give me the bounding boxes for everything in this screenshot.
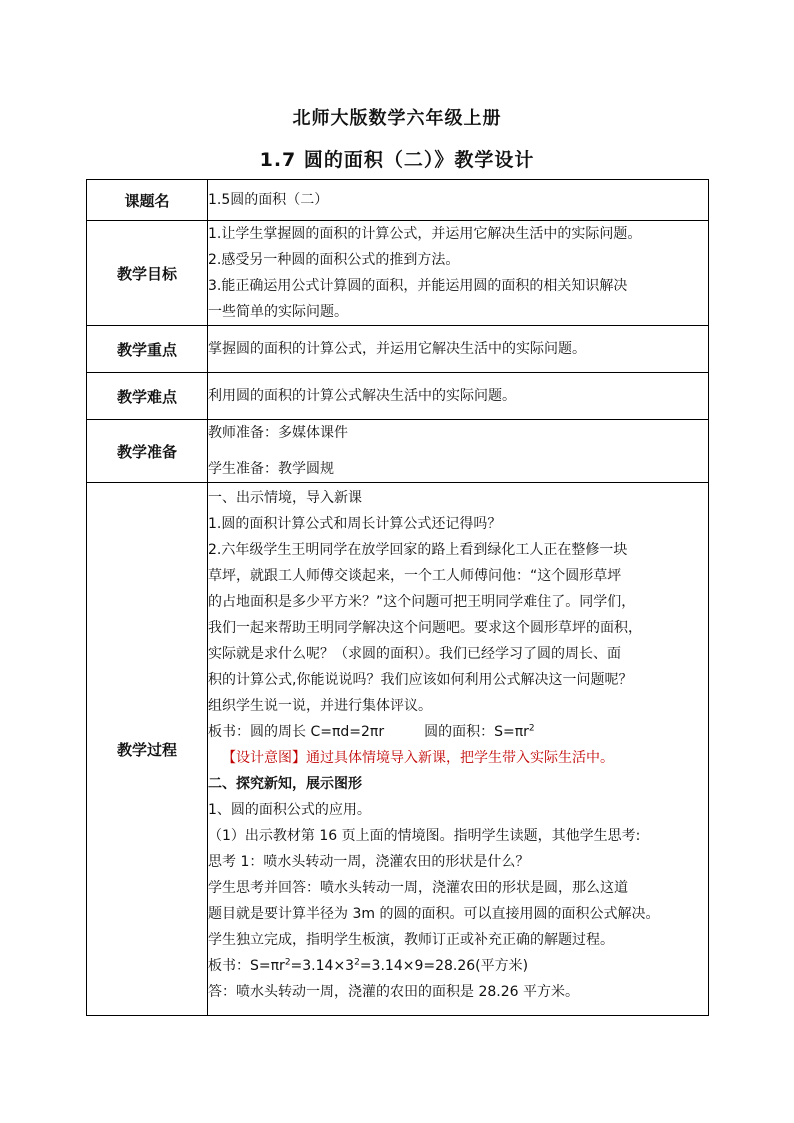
document-title: 北师大版数学六年级上册	[292, 108, 502, 129]
process-line: 学生思考并回答：喷水头转动一周，浇灌农田的形状是圆，那么这道	[208, 880, 628, 896]
goal-line: 一些简单的实际问题。	[208, 304, 348, 320]
difficulty-label: 教学难点	[87, 373, 208, 420]
calc-part: =3.14×3	[290, 958, 355, 974]
process-line: 1、圆的面积公式的应用。	[208, 802, 371, 818]
design-intent-line	[208, 745, 708, 771]
process-line: （1）出示教材第 16 页上面的情境图。指明学生读题，其他学生思考:	[208, 828, 641, 844]
key-label: 教学重点	[87, 326, 208, 373]
calc-part: 板书：S=πr	[208, 958, 285, 974]
calc-exponent: 2	[354, 957, 360, 968]
table-row-topic	[87, 180, 709, 221]
process-line: 一、出示情境，导入新课	[208, 490, 362, 506]
goal-line: 2.感受另一种圆的面积公式的推到方法。	[208, 252, 460, 268]
process-line: 2.六年级学生王明同学在放学回家的路上看到绿化工人正在整修一块	[208, 542, 628, 558]
table-row-difficulty	[87, 373, 709, 420]
teacher-preparation: 教师准备：多媒体课件	[208, 425, 348, 441]
table-row-process	[87, 483, 709, 1016]
process-line: 组织学生说一说，并进行集体评议。	[208, 698, 432, 714]
difficulty-value: 利用圆的面积的计算公式解决生活中的实际问题。	[208, 373, 709, 420]
goal-line: 3.能正确运用公式计算圆的面积，并能运用圆的面积的相关知识解决	[208, 278, 628, 294]
process-content	[208, 483, 709, 1016]
circumference-formula: 板书：圆的周长 C=πd=2πr	[208, 724, 385, 740]
process-line: 答：喷水头转动一周，浇灌的农田的面积是 28.26 平方米。	[208, 984, 579, 1000]
table-row-key-points	[87, 326, 709, 373]
calculation-line	[208, 953, 708, 979]
process-line: 积的计算公式,你能说说吗？我们应该如何利用公式解决这一问题呢？	[208, 672, 633, 688]
process-line: 实际就是求什么呢？（求圆的面积）。我们已经学习了圆的周长、面	[208, 646, 621, 662]
process-line: 学生独立完成，指明学生板演，教师订正或补充正确的解题过程。	[208, 932, 614, 948]
process-line: 思考 1：喷水头转动一周，浇灌农田的形状是什么？	[208, 854, 530, 870]
process-line: 我们一起来帮助王明同学解决这个问题吧。要求这个圆形草坪的面积，	[208, 620, 642, 636]
process-line: 1.圆的面积计算公式和周长计算公式还记得吗？	[208, 516, 502, 532]
key-value: 掌握圆的面积的计算公式，并运用它解决生活中的实际问题。	[208, 326, 709, 373]
topic-value: 1.5圆的面积（二）	[208, 180, 709, 221]
area-formula-exponent: 2	[528, 723, 535, 734]
process-line: 草坪，就跟工人师傅交谈起来，一个工人师傅问他：“这个圆形草坪	[208, 568, 622, 584]
calc-exponent: 2	[284, 957, 291, 968]
area-formula: 圆的面积：S=πr	[424, 724, 529, 740]
goals-content	[208, 221, 709, 326]
document-subtitle: 1.7 圆的面积（二）》教学设计	[259, 149, 535, 171]
design-intent-text: 通过具体情境导入新课，把学生带入实际生活中。	[306, 750, 614, 766]
goals-label: 教学目标	[87, 221, 208, 326]
calc-part: =3.14×9=28.26(平方米)	[359, 958, 529, 974]
process-section-heading: 二、探究新知，展示图形	[208, 776, 362, 792]
lesson-plan-table	[86, 179, 709, 1016]
process-label: 教学过程	[87, 483, 208, 1016]
table-row-goals	[87, 221, 709, 326]
process-line: 的占地面积是多少平方米？”这个问题可把王明同学难住了。同学们，	[208, 594, 636, 610]
preparation-content	[208, 420, 709, 483]
process-line: 题目就是要计算半径为 3m 的圆的面积。可以直接用圆的面积公式解决。	[208, 906, 660, 922]
student-preparation: 学生准备：教学圆规	[208, 461, 334, 477]
preparation-label: 教学准备	[87, 420, 208, 483]
goal-line: 1.让学生掌握圆的面积的计算公式，并运用它解决生活中的实际问题。	[208, 226, 642, 242]
topic-label: 课题名	[87, 180, 208, 221]
design-intent-tag: 【设计意图】	[222, 750, 306, 766]
board-formula-line	[208, 719, 708, 745]
table-row-preparation	[87, 420, 709, 483]
